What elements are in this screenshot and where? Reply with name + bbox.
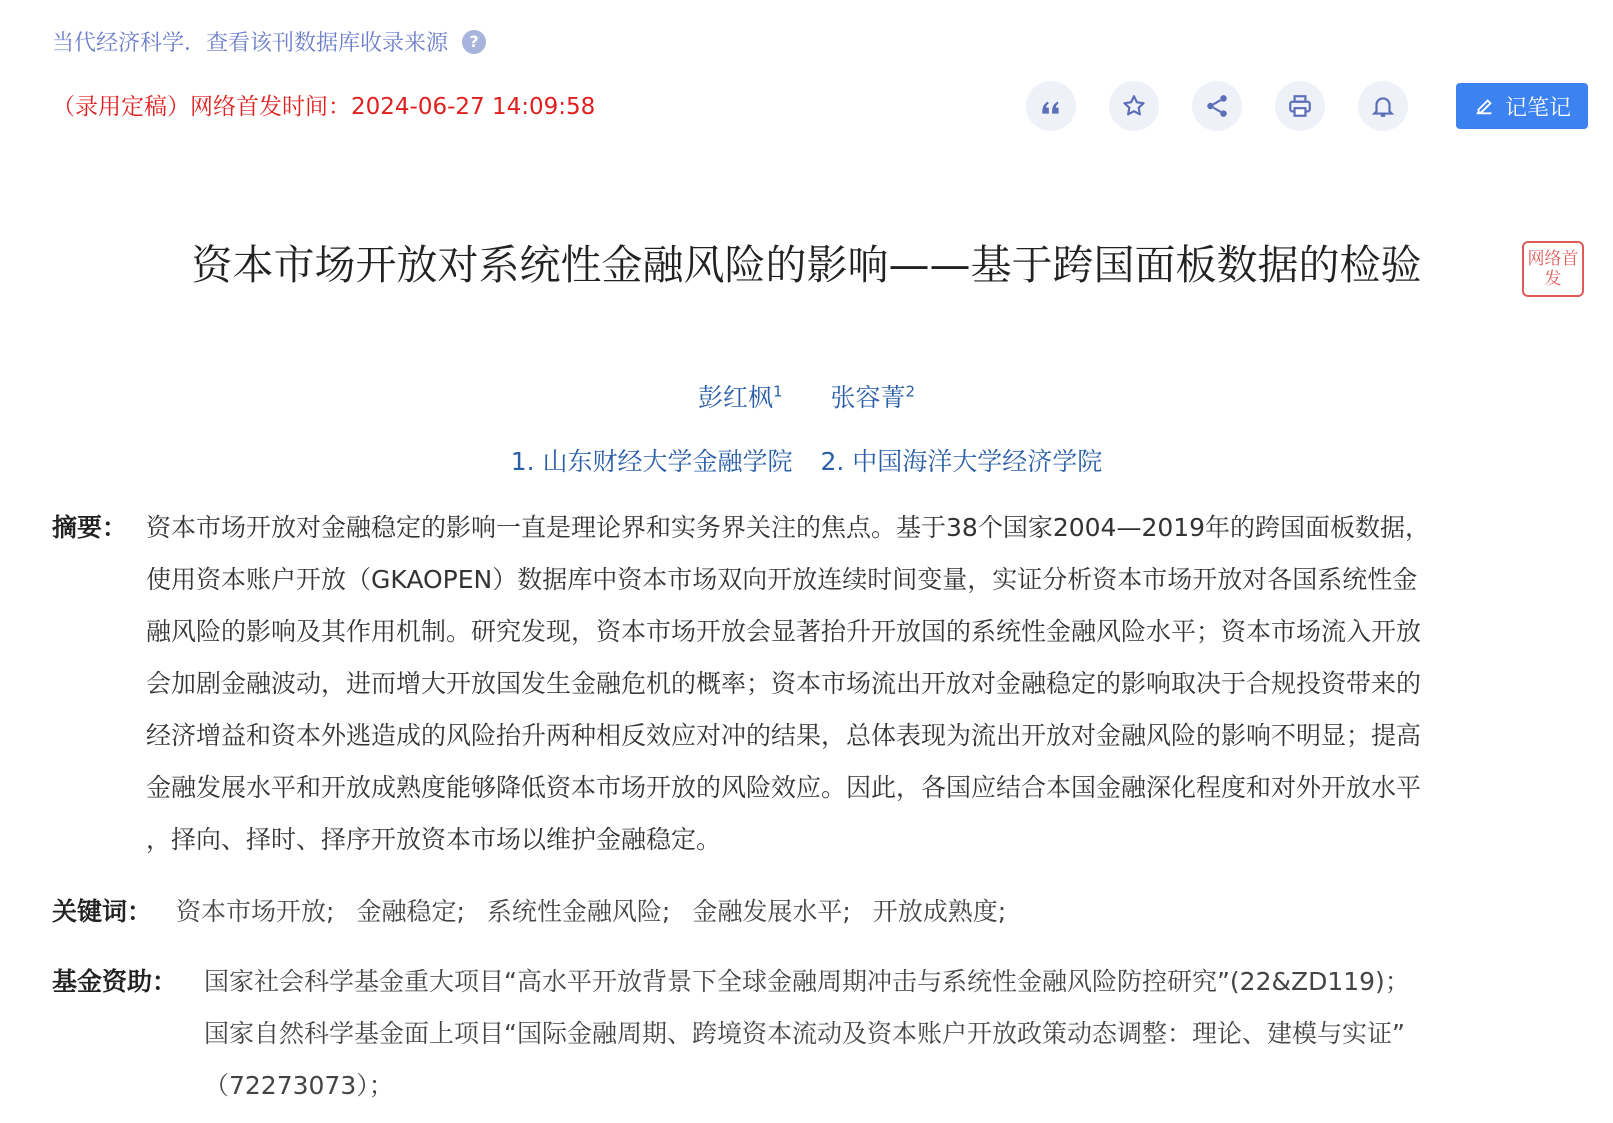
quote-icon xyxy=(1038,93,1064,119)
keywords-section xyxy=(52,886,1588,938)
keyword-link[interactable]: 开放成熟度; xyxy=(872,897,1007,926)
keyword-link[interactable]: 系统性金融风险; xyxy=(486,897,671,926)
take-notes-label: 记笔记 xyxy=(1504,95,1571,121)
help-icon[interactable]: ? xyxy=(462,30,486,54)
abstract-label: 摘要： xyxy=(52,513,128,542)
abstract-line: 经济增益和资本外逃造成的风险抬升两种相反效应对冲的结果，总体表现为流出开放对金融风险的影响不明显；提高 xyxy=(146,721,1422,750)
online-publish-time: （录用定稿）网络首发时间：2024-06-27 14:09:58 xyxy=(52,94,596,120)
journal-source-bar xyxy=(52,26,486,57)
share-icon xyxy=(1204,93,1230,119)
funding-label: 基金资助： xyxy=(52,967,178,996)
article-title: 资本市场开放对系统性金融风险的影响——基于跨国面板数据的检验 xyxy=(191,241,1422,289)
keyword-link[interactable]: 资本市场开放; xyxy=(176,897,335,926)
author-link[interactable]: 彭红枫$^1$ xyxy=(697,382,783,412)
keyword-link[interactable]: 金融发展水平; xyxy=(692,897,851,926)
funding-item[interactable]: 国家社会科学基金重大项目“高水平开放背景下全球金融周期冲击与系统性金融风险防控研究”(22&ZD119)； xyxy=(204,967,1410,996)
cite-button[interactable] xyxy=(1026,81,1076,131)
online-first-badge: 网络首发 xyxy=(1522,241,1584,297)
funding-item[interactable]: （72273073）； xyxy=(204,1071,394,1100)
abstract-line: 融风险的影响及其作用机制。研究发现，资本市场开放会显著抬升开放国的系统性金融风险水平；资本市场流入开放 xyxy=(146,617,1422,646)
print-button[interactable] xyxy=(1275,81,1325,131)
funding-section xyxy=(52,956,1588,1112)
funding-list xyxy=(204,956,1588,1112)
affiliation-list xyxy=(0,442,1613,478)
affiliation-link[interactable]: 1. 山东财经大学金融学院 xyxy=(510,447,793,476)
abstract-line: ，择向、择时、择序开放资本市场以维护金融稳定。 xyxy=(146,825,722,854)
affiliation-link[interactable]: 2. 中国海洋大学经济学院 xyxy=(820,447,1103,476)
take-notes-button[interactable] xyxy=(1456,83,1588,129)
funding-item[interactable]: 国家自然科学基金面上项目“国际金融周期、跨境资本流动及资本账户开放政策动态调整：理论、建模与实证” xyxy=(204,1019,1405,1048)
favorite-button[interactable] xyxy=(1109,81,1159,131)
author-link[interactable]: 张容菁$^2$ xyxy=(830,382,916,412)
abstract-text xyxy=(146,502,1588,866)
alert-button[interactable] xyxy=(1358,81,1408,131)
pen-icon xyxy=(1473,95,1495,117)
abstract-line: 金融发展水平和开放成熟度能够降低资本市场开放的风险效应。因此，各国应结合本国金融深化程度和对外开放水平 xyxy=(146,773,1422,802)
keyword-list xyxy=(176,886,1028,938)
journal-source-link[interactable]: 当代经济科学．查看该刊数据库收录来源 xyxy=(52,31,449,56)
share-button[interactable] xyxy=(1192,81,1242,131)
keyword-link[interactable]: 金融稳定; xyxy=(356,897,465,926)
keywords-label: 关键词： xyxy=(52,897,153,926)
abstract-section xyxy=(52,502,1588,866)
abstract-line: 会加剧金融波动，进而增大开放国发生金融危机的概率；资本市场流出开放对金融稳定的影响取决于合规投资带来的 xyxy=(146,669,1422,698)
article-toolbar xyxy=(1026,81,1441,131)
print-icon xyxy=(1287,93,1313,119)
star-icon xyxy=(1121,93,1147,119)
abstract-line: 资本市场开放对金融稳定的影响一直是理论界和实务界关注的焦点。基于38个国家2004—2019年的跨国面板数据， xyxy=(146,513,1431,542)
abstract-line: 使用资本账户开放（GKAOPEN）数据库中资本市场双向开放连续时间变量，实证分析资本市场开放对各国系统性金 xyxy=(146,565,1418,594)
author-list xyxy=(0,378,1613,414)
bell-icon xyxy=(1370,93,1396,119)
